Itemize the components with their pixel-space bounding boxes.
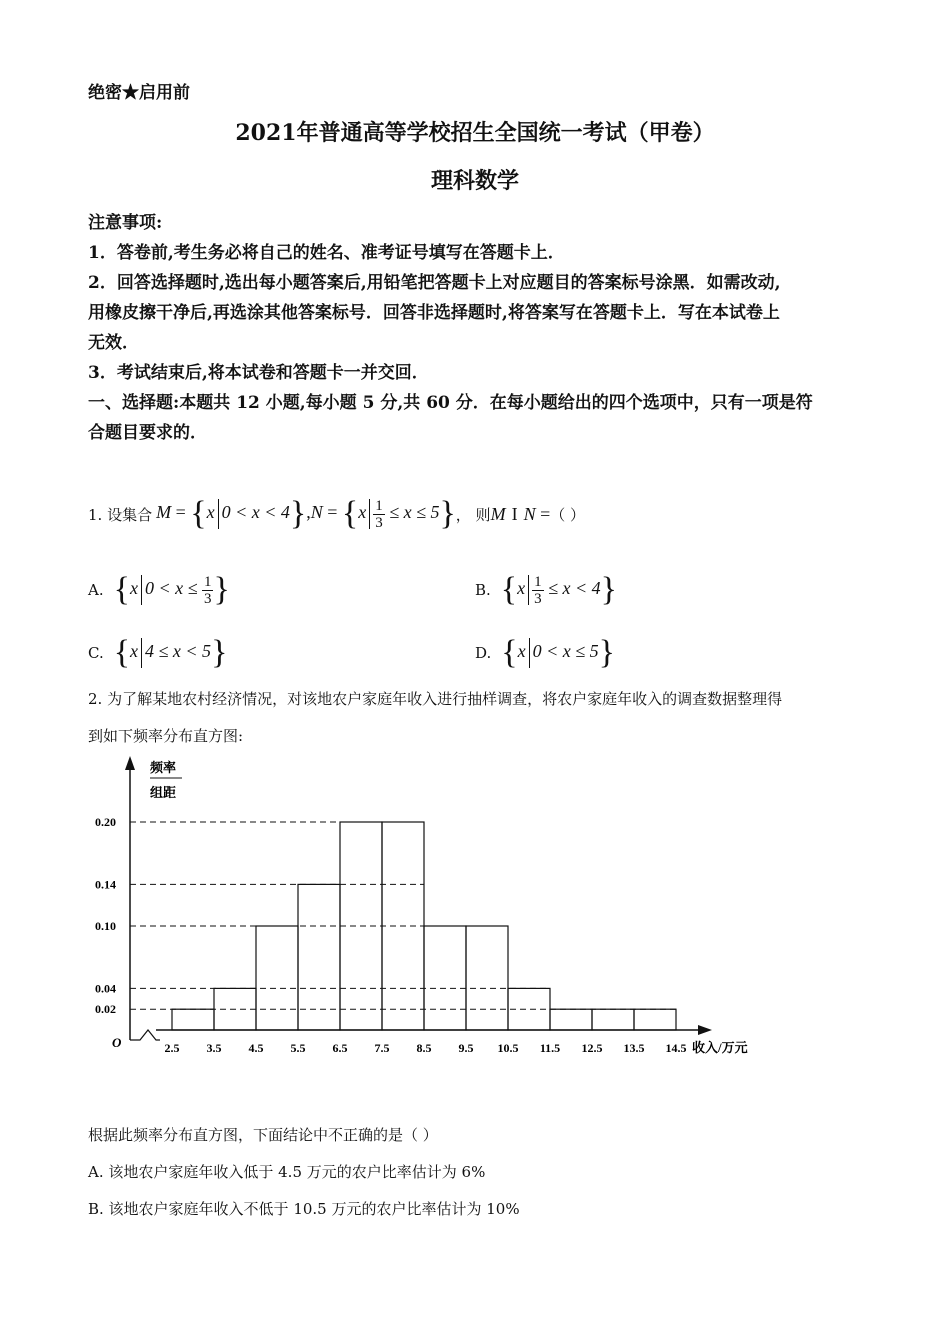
x-tick-label: 11.5	[539, 1041, 561, 1055]
x-tick-label: 7.5	[374, 1041, 390, 1055]
q1-option-c[interactable]: C. {x 4 ≤ x < 5}	[88, 634, 228, 671]
section-1-line-1: 一、选择题:本题共 12 小题,每小题 5 分,共 60 分．在每小题给出的四个选项中，只有一项是符	[88, 393, 813, 413]
histogram-bar	[424, 926, 466, 1030]
notice-item-1: 1．答卷前,考生务必将自己的姓名、准考证号填写在答题卡上．	[88, 243, 565, 263]
x-tick-label: 12.5	[581, 1041, 603, 1055]
option-a-label: A.	[88, 581, 104, 599]
notice-item-2-line-2: 用橡皮擦干净后,再选涂其他答案标号．回答非选择题时,将答案写在答题卡上．写在本试卷上	[88, 303, 780, 323]
confidential-mark: 绝密★启用前	[88, 83, 190, 103]
x-tick-label: 9.5	[458, 1041, 474, 1055]
q1-suffix: ， 则	[455, 505, 491, 524]
x-tick-label: 13.5	[623, 1041, 645, 1055]
option-b-label: B.	[475, 581, 491, 599]
q2-question: 根据此频率分布直方图，下面结论中不正确的是（ ）	[88, 1126, 438, 1144]
q1-set-M: M = {x 0 < x < 4},	[156, 495, 311, 532]
x-tick-label: 2.5	[164, 1041, 180, 1055]
histogram-bar	[466, 926, 508, 1030]
q1-intersection: M I N =	[490, 503, 551, 524]
histogram-bar	[592, 1009, 634, 1030]
notice-title: 注意事项:	[88, 213, 163, 233]
histogram-bar	[172, 1009, 214, 1030]
histogram-axes	[125, 756, 712, 1040]
axis-break	[130, 1030, 160, 1040]
histogram-gridlines	[130, 822, 676, 1009]
q2-option-a[interactable]: A. 该地农户家庭年收入低于 4.5 万元的农户比率估计为 6%	[88, 1163, 486, 1181]
q1-option-d[interactable]: D. {x 0 < x ≤ 5}	[475, 634, 615, 671]
notice-item-2-line-3: 无效．	[88, 333, 139, 353]
section-1-line-2: 合题目要求的．	[88, 423, 207, 443]
exam-title: 2021年普通高等学校招生全国统一考试（甲卷）	[235, 120, 715, 146]
option-c-label: C.	[88, 644, 104, 662]
y-tick-labels	[95, 815, 116, 1016]
y-tick-label: 0.14	[95, 877, 116, 892]
subject-title: 理科数学	[430, 168, 519, 194]
x-axis-label: 收入/万元	[692, 1040, 748, 1055]
q1-prefix: 1. 设集合	[88, 505, 153, 524]
x-tick-label: 6.5	[332, 1041, 348, 1055]
origin-label: O	[112, 1035, 122, 1050]
question-1	[88, 492, 585, 536]
q2-line-2: 到如下频率分布直方图:	[88, 727, 244, 745]
notice-item-2-line-1: 2．回答选择题时,选出每小题答案后,用铅笔把答题卡上对应题目的答案标号涂黑．如需改动,	[88, 273, 781, 293]
y-axis-label-bottom: 组距	[150, 785, 177, 800]
q1-option-a[interactable]: A. {x 0 < x ≤ $\frac{1}{3}$ }	[88, 571, 230, 608]
x-axis-arrow-icon	[698, 1025, 712, 1035]
histogram-bar	[550, 1009, 592, 1030]
option-d-label: D.	[475, 644, 492, 662]
x-tick-label: 10.5	[497, 1041, 519, 1055]
y-axis-arrow-icon	[125, 756, 135, 770]
histogram-bar	[298, 884, 340, 1030]
income-histogram	[0, 750, 800, 1070]
y-tick-label: 0.10	[95, 919, 116, 933]
histogram-bar	[256, 926, 298, 1030]
q2-line-1: 2. 为了解某地农村经济情况，对该地农户家庭年收入进行抽样调查，将农户家庭年收入的调查数据整理得	[88, 690, 783, 708]
y-tick-label: 0.04	[95, 981, 116, 996]
x-tick-labels	[165, 1041, 687, 1055]
x-tick-label: 8.5	[416, 1041, 432, 1055]
y-axis-label-top: 频率	[150, 760, 177, 775]
q1-option-b[interactable]: B. {x $\frac{1}{3}$ ≤ x < 4}	[475, 571, 617, 608]
x-tick-label: 3.5	[206, 1041, 222, 1055]
y-tick-label: 0.02	[95, 1002, 116, 1017]
notice-item-3: 3．考试结束后,将本试卷和答题卡一并交回．	[88, 363, 429, 383]
y-tick-label: 0.20	[95, 815, 116, 829]
q1-answer-paren: （ ）	[550, 505, 586, 524]
histogram-bars	[172, 822, 676, 1030]
histogram-bar	[634, 1009, 676, 1030]
q1-set-N: N = {x $\frac{1}{3}$ ≤ x ≤ 5}	[310, 495, 456, 532]
x-tick-label: 5.5	[290, 1041, 306, 1055]
q2-option-b[interactable]: B. 该地农户家庭年收入不低于 10.5 万元的农户比率估计为 10%	[88, 1200, 520, 1218]
x-tick-label: 4.5	[248, 1041, 264, 1055]
x-tick-label: 14.5	[665, 1041, 687, 1055]
